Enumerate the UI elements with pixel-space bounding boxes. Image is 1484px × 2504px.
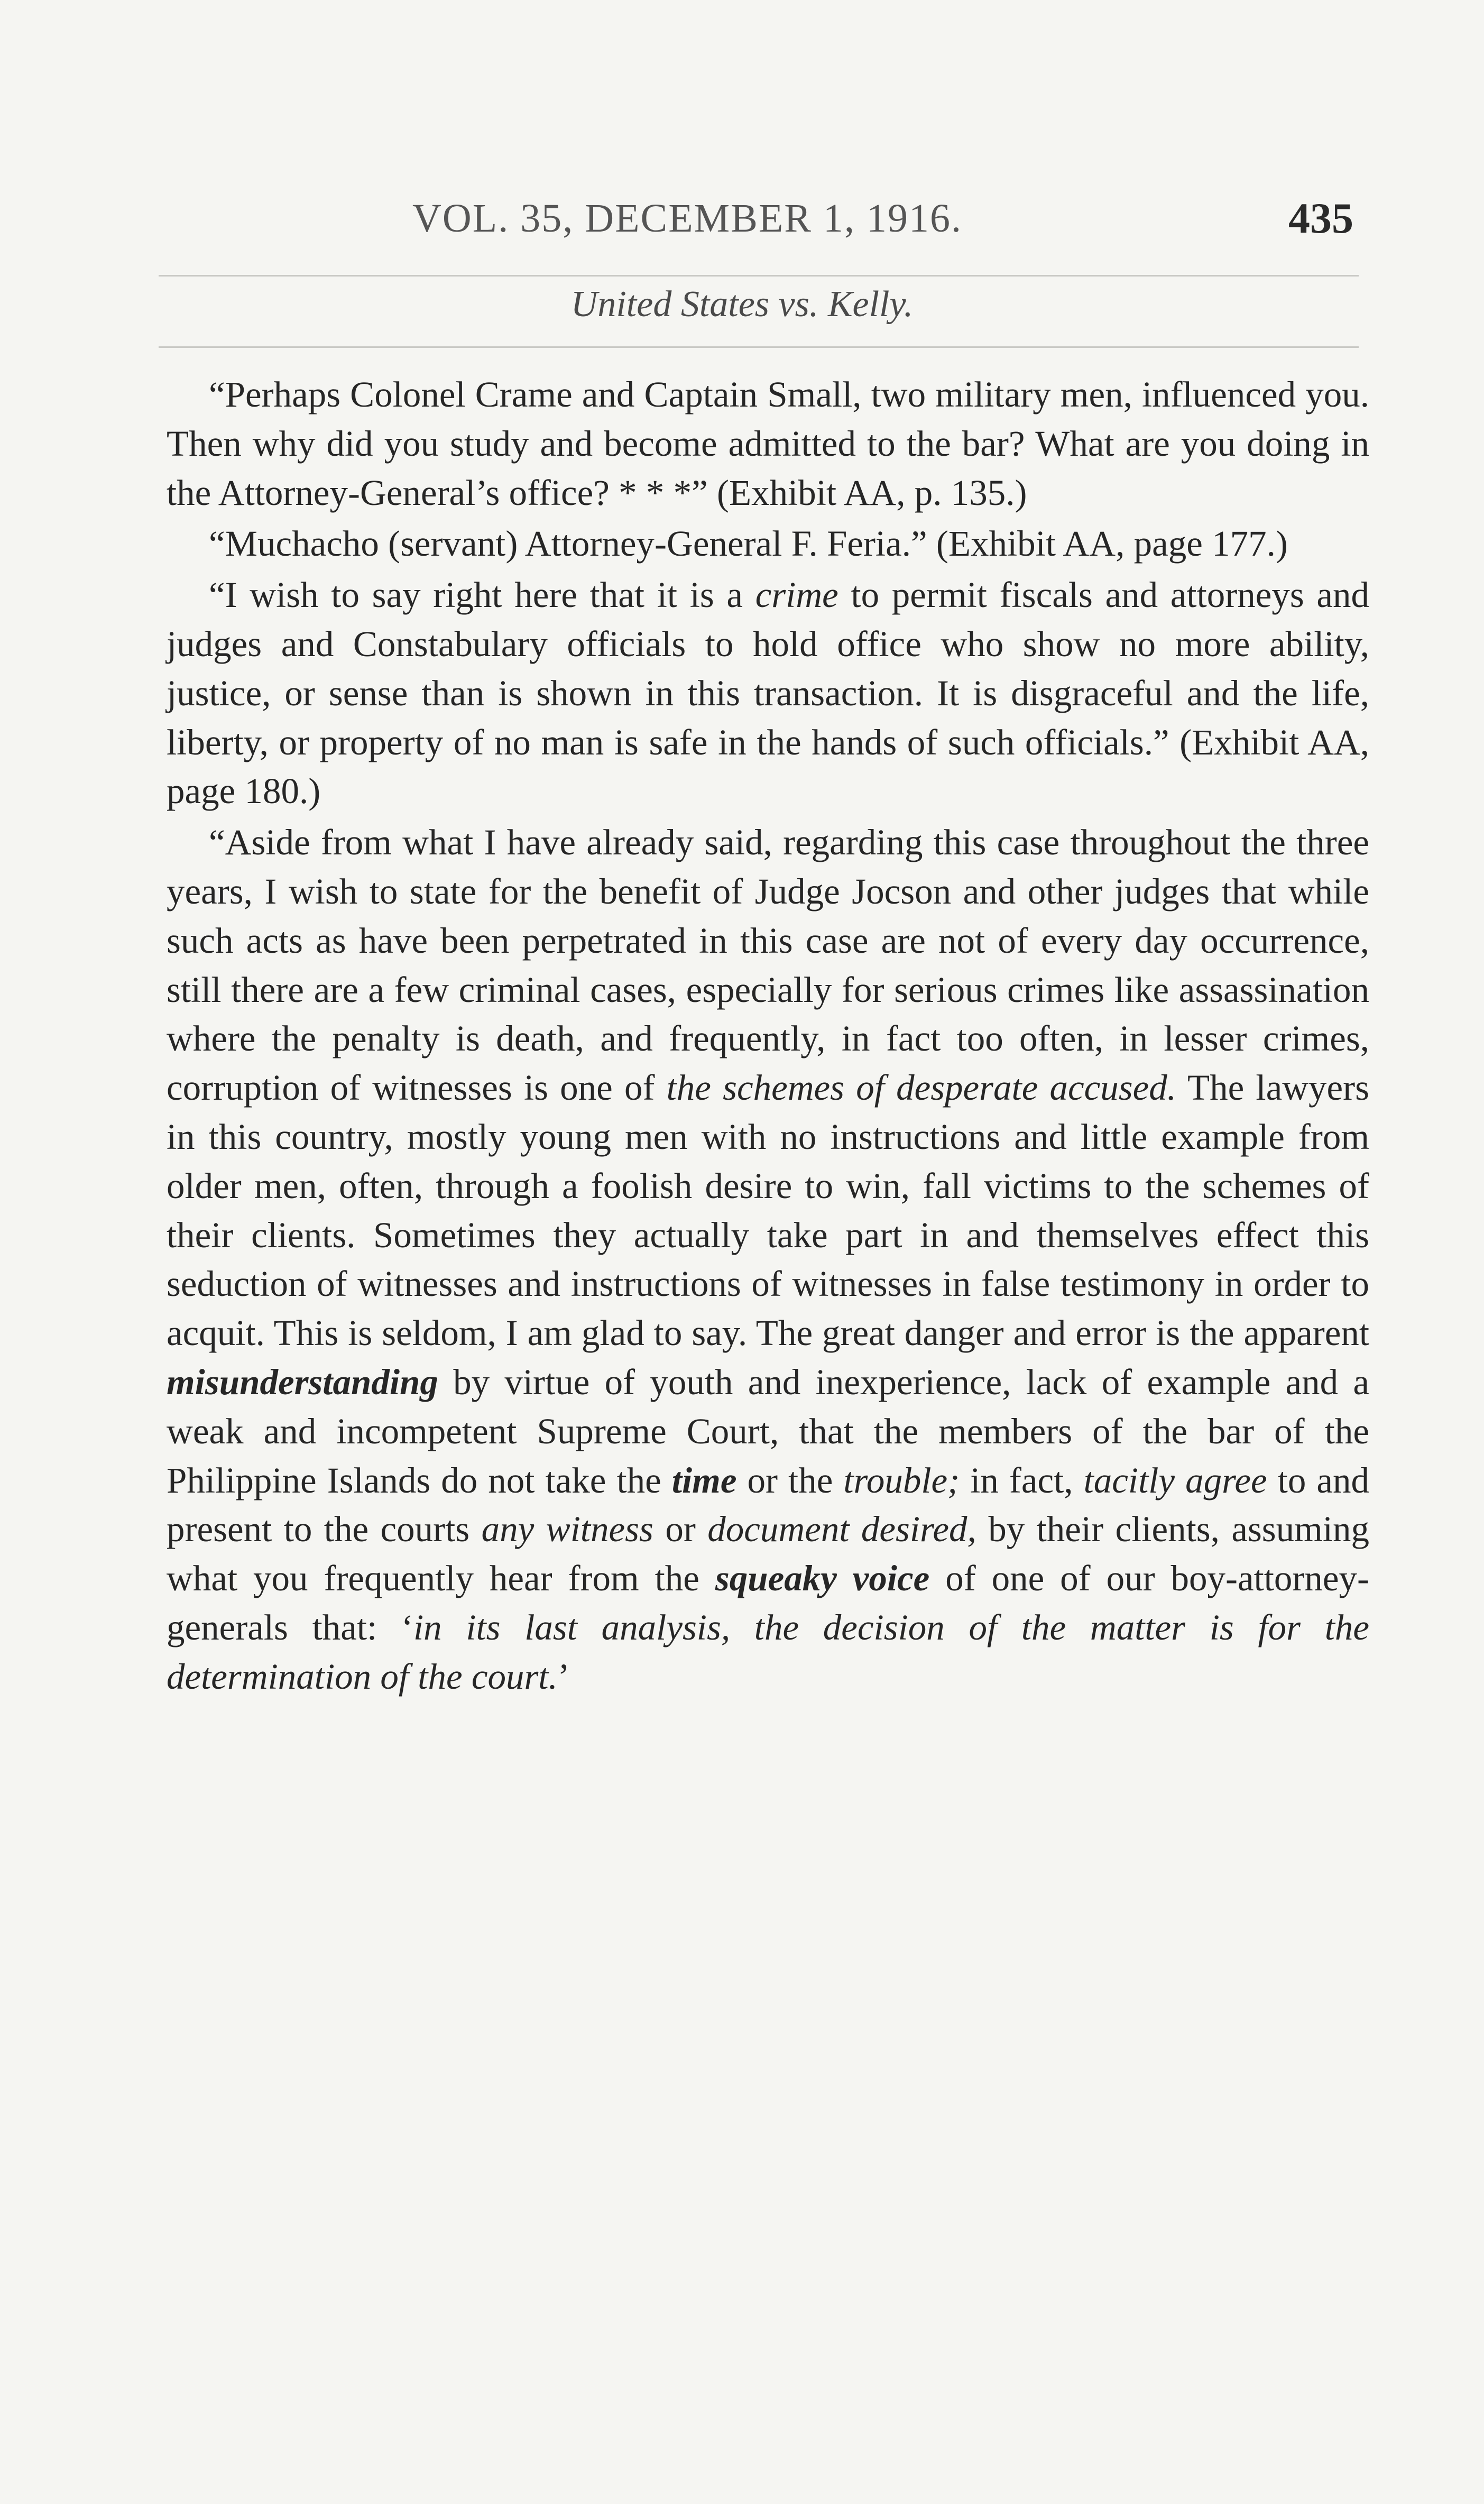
paragraph <box>167 818 1369 1701</box>
paragraph <box>167 370 1369 517</box>
paragraph-text: “Aside from what I have already said, regarding this case throughout the three years, I wish to state for the benefit of Judge Jocson and other judges that while such acts as have been perpetrated in this case are not of every day occurrence, still there are a few criminal cases, especially for serious crimes like assassination where the penalty is death, and frequently, in fact too often, in lesser crimes, corruption of witnesses is one of <box>167 822 1369 1108</box>
paragraph-text: “Muchacho (servant) Attorney-General F. Feria.” (Exhibit AA, page 177.) <box>209 523 1288 564</box>
paragraph-text: in fact, <box>960 1460 1084 1500</box>
emphasis-text: time <box>671 1460 737 1500</box>
paragraph-text: by their clients, assuming what you frequently hear from the <box>167 1509 1369 1599</box>
paragraph-text: “Perhaps Colonel Crame and Captain Small, two military men, influenced you. Then why did you study and become admitted to the bar? What are you doing in the Attorney-General’s office? * * *” (Exhibit AA, p. 135.) <box>167 374 1369 513</box>
paragraph-text: to permit fiscals and attorneys and judges and Constabulary officials to hold office who show no more ability, justice, or sense than is shown in this transaction. It is disgraceful and the life, liberty, or property of no man is safe in the hands of such officials.” (Exhibit AA, page 180.) <box>167 575 1369 812</box>
page-header <box>164 196 1359 254</box>
paragraph-text: ’ <box>557 1656 570 1697</box>
paragraph-text: or <box>653 1509 708 1550</box>
case-running-head: United States vs. Kelly. <box>570 284 914 325</box>
paragraph-text: of one of our boy-attorney-generals that: ‘ <box>167 1558 1369 1647</box>
emphasis-text: crime <box>755 575 838 615</box>
emphasis-text: the schemes of desperate accused. <box>666 1067 1177 1108</box>
volume-date-header: VOL. 35, DECEMBER 1, 1916. <box>412 196 962 241</box>
paragraph-text: or the <box>736 1460 844 1500</box>
paragraph-text: by virtue of youth and inexperience, lack of example and a weak and incompetent Supreme Court, that the members of the bar of the Philippine Islands do not take the <box>167 1361 1369 1500</box>
emphasis-text: any witness <box>481 1509 653 1550</box>
paragraph-text: The lawyers in this country, mostly young men with no instructions and little example from older men, often, through a foolish desire to win, fall victims to the schemes of their clients. Sometimes they actually take part in and themselves effect this seduction of witnesses and instructions of witnesses in false testimony in order to acquit. This is seldom, I am glad to say. The great danger and error is the apparent <box>167 1067 1370 1354</box>
paragraph-text: to and present to the courts <box>167 1460 1370 1550</box>
emphasis-text: document desired, <box>707 1509 976 1550</box>
page-number: 435 <box>1288 194 1353 242</box>
paragraph <box>167 570 1369 816</box>
paragraph <box>167 519 1369 568</box>
header-rule-bottom <box>159 346 1359 348</box>
emphasis-text: in its last analysis, the decision of the matter is for the determination of the court. <box>167 1607 1370 1697</box>
emphasis-text: misunderstanding <box>167 1361 438 1402</box>
header-rule-top <box>159 275 1359 277</box>
emphasis-text: squeaky voice <box>715 1558 930 1599</box>
emphasis-text: tacitly agree <box>1083 1460 1267 1500</box>
paragraph-text: “I wish to say right here that it is a <box>209 575 755 615</box>
body-text <box>167 370 1369 1701</box>
emphasis-text: trouble; <box>843 1460 960 1500</box>
